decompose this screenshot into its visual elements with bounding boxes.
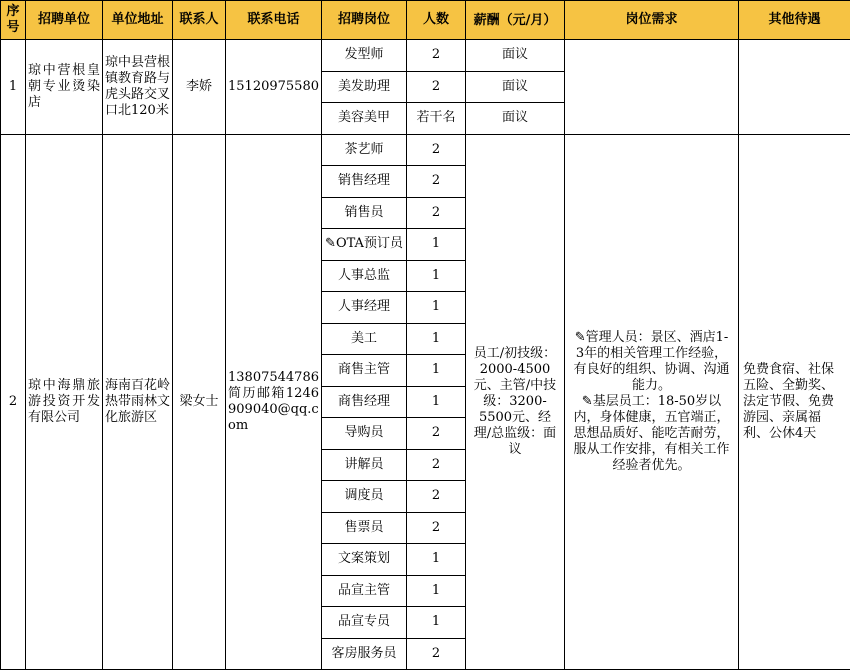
company2-unit: 琼中海鼎旅游投资开发有限公司 — [26, 134, 103, 670]
company1-address: 琼中县营根镇教育路与虎头路交叉口北120米 — [103, 40, 173, 135]
company1-phone: 15120975580 — [226, 40, 322, 135]
position-name: 商售主管 — [322, 355, 407, 387]
position-count: 1 — [407, 575, 466, 607]
company2-phone: 13807544786简历邮箱1246909040@qq.com — [226, 134, 322, 670]
position-name: 导购员 — [322, 418, 407, 450]
company2-benefits: 免费食宿、社保五险、全勤奖、法定节假、免费游园、亲属福利、公休4天 — [739, 134, 850, 670]
position-name: 发型师 — [322, 40, 407, 72]
position-name: 讲解员 — [322, 449, 407, 481]
position-count: 1 — [407, 386, 466, 418]
company2-seq: 2 — [1, 134, 26, 670]
header-salary: 薪酬（元/月） — [466, 1, 565, 40]
position-count: 2 — [407, 40, 466, 72]
header-contact: 联系人 — [173, 1, 226, 40]
header-requirement: 岗位需求 — [565, 1, 739, 40]
position-name: 文案策划 — [322, 544, 407, 576]
bullet-icon: ✎ — [581, 393, 593, 409]
bullet-icon: ✎ — [574, 329, 586, 345]
position-name: 茶艺师 — [322, 134, 407, 166]
position-count: 2 — [407, 481, 466, 513]
position-name: 商售经理 — [322, 386, 407, 418]
position-name: 调度员 — [322, 481, 407, 513]
company2-salary: 员工/初技级：2000-4500元、主管/中技级：3200-5500元、经理/总监级：面议 — [466, 134, 565, 670]
position-name: 销售经理 — [322, 166, 407, 198]
header-phone: 联系电话 — [226, 1, 322, 40]
position-count: 2 — [407, 71, 466, 103]
position-count: 1 — [407, 355, 466, 387]
position-name: 品宣专员 — [322, 607, 407, 639]
header-position: 招聘岗位 — [322, 1, 407, 40]
position-count: 若干名 — [407, 103, 466, 135]
position-count: 2 — [407, 197, 466, 229]
position-name: 美工 — [322, 323, 407, 355]
position-name: 人事经理 — [322, 292, 407, 324]
header-count: 人数 — [407, 1, 466, 40]
company2-contact: 梁女士 — [173, 134, 226, 670]
position-count: 2 — [407, 418, 466, 450]
position-count: 2 — [407, 638, 466, 670]
table-row — [1, 40, 850, 72]
position-name: 销售员 — [322, 197, 407, 229]
company2-requirement — [565, 134, 739, 670]
position-name: 客房服务员 — [322, 638, 407, 670]
position-name: 人事总监 — [322, 260, 407, 292]
header-address: 单位地址 — [103, 1, 173, 40]
bullet-icon: ✎ — [325, 236, 336, 252]
position-count: 1 — [407, 292, 466, 324]
position-name: 品宣主管 — [322, 575, 407, 607]
position-name: ✎OTA预订员 — [322, 229, 407, 261]
position-count: 2 — [407, 449, 466, 481]
company2-address: 海南百花岭热带雨林文化旅游区 — [103, 134, 173, 670]
position-count: 2 — [407, 512, 466, 544]
company1-contact: 李娇 — [173, 40, 226, 135]
company1-seq: 1 — [1, 40, 26, 135]
header-unit: 招聘单位 — [26, 1, 103, 40]
position-count: 1 — [407, 323, 466, 355]
position-salary: 面议 — [466, 103, 565, 135]
position-name: 美容美甲 — [322, 103, 407, 135]
position-count: 1 — [407, 607, 466, 639]
table-row — [1, 134, 850, 166]
position-count: 1 — [407, 229, 466, 261]
position-name: 美发助理 — [322, 71, 407, 103]
position-name: 售票员 — [322, 512, 407, 544]
header-benefits: 其他待遇 — [739, 1, 850, 40]
company1-unit: 琼中营根皇朝专业烫染店 — [26, 40, 103, 135]
position-count: 2 — [407, 166, 466, 198]
position-count: 1 — [407, 544, 466, 576]
company1-requirement — [565, 40, 739, 135]
requirement-staff: ✎基层员工：18-50岁以内，身体健康，五官端正，思想品质好、能吃苦耐劳，服从工作安排，有相关工作经验者优先。 — [573, 393, 730, 473]
position-salary: 面议 — [466, 71, 565, 103]
position-count: 2 — [407, 134, 466, 166]
header-seq: 序号 — [1, 1, 26, 40]
requirement-management: ✎管理人员：景区、酒店1-3年的相关管理工作经验，有良好的组织、协调、沟通能力。 — [573, 329, 730, 393]
header-row — [1, 1, 850, 40]
position-count: 1 — [407, 260, 466, 292]
company1-benefits — [739, 40, 850, 135]
position-salary: 面议 — [466, 40, 565, 72]
